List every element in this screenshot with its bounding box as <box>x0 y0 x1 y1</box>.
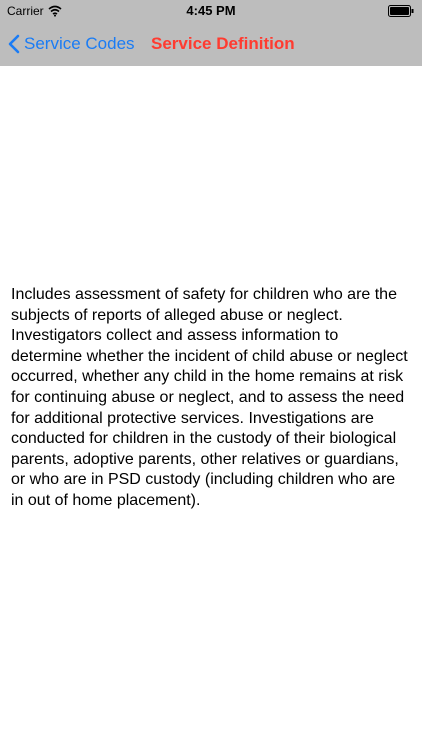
status-bar <box>0 0 422 22</box>
service-definition-text: Includes assessment of safety for children who are the subjects of reports of alleged abuse or neglect. Investigators collect and assess information to determine whether the incident of child abuse or neglect occurred, whether any child in the home remains at risk for continuing abuse or neglect, and to assess the need for additional protective services. Investigations are conducted for children in the custody of their biological parents, adoptive parents, other relatives or guardians, or who are in PSD custody (including children who are in out of home placement). <box>11 286 408 509</box>
back-button[interactable] <box>8 22 135 66</box>
chevron-left-icon <box>8 34 20 54</box>
status-time: 4:45 PM <box>186 3 236 18</box>
battery-icon <box>388 5 414 17</box>
back-button-label: Service Codes <box>24 34 135 53</box>
top-bar <box>0 0 422 66</box>
carrier-label: Carrier <box>7 4 44 18</box>
page-title: Service Definition <box>151 34 295 53</box>
navigation-bar <box>0 22 422 66</box>
